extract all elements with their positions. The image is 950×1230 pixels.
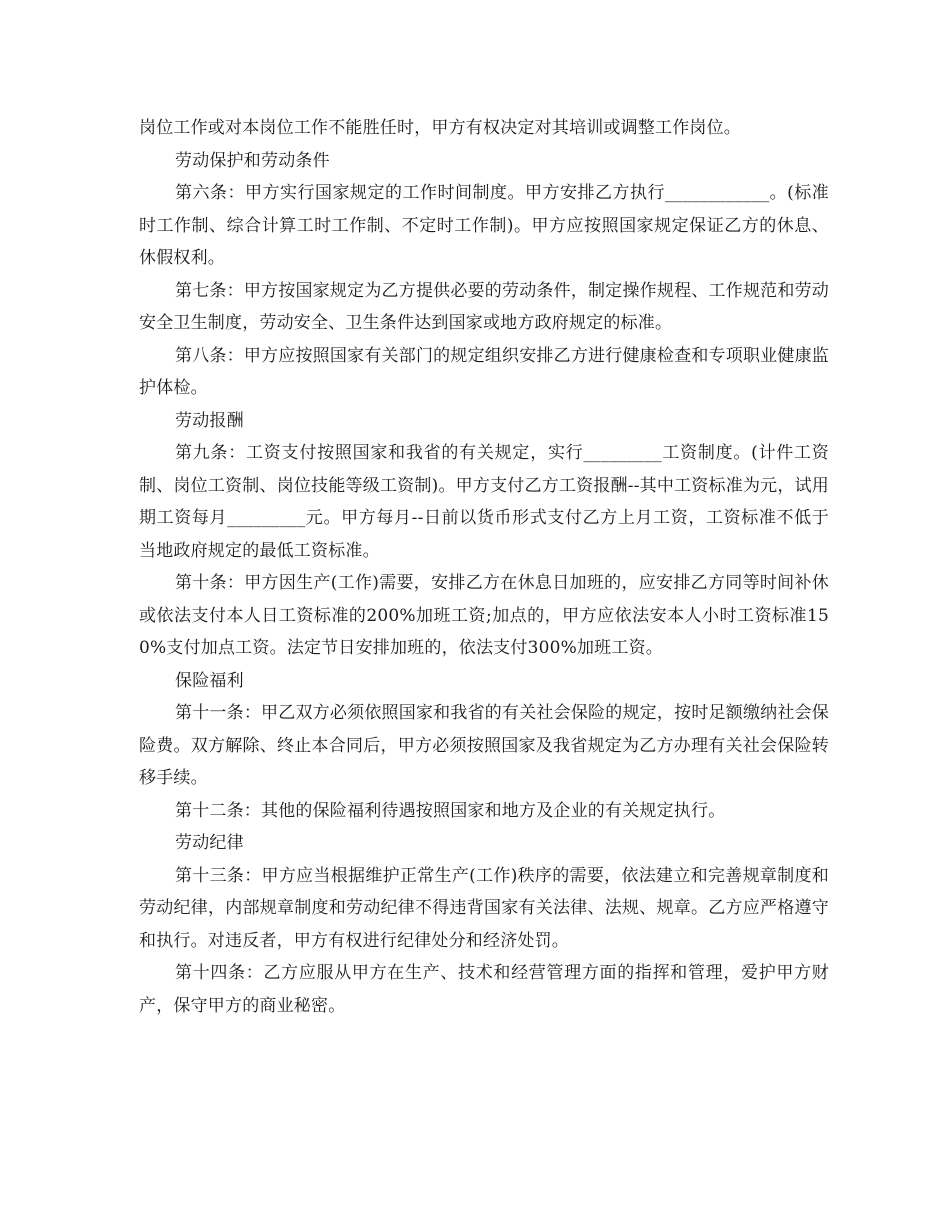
article-7: 第七条：甲方按国家规定为乙方提供必要的劳动条件，制定操作规程、工作规范和劳动安全卫生制度，劳动安全、卫生条件达到国家或地方政府规定的标准。 — [139, 280, 829, 333]
article-13: 第十三条：甲方应当根据维护正常生产(工作)秩序的需要，依法建立和完善规章制度和劳动纪律，内部规章制度和劳动纪律不得违背国家有关法律、法规、规章。乙方应严格遵守和执行。对违反者，甲方有权进行纪律处分和经济处罚。 — [139, 865, 829, 951]
paragraph-continuation: 岗位工作或对本岗位工作不能胜任时，甲方有权决定对其培训或调整工作岗位。 — [139, 118, 741, 138]
section-heading-remuneration: 劳动报酬 — [175, 410, 244, 431]
article-12: 第十二条：其他的保险福利待遇按照国家和地方及企业的有关规定执行。 — [175, 800, 726, 821]
article-10: 第十条：甲方因生产(工作)需要，安排乙方在休息日加班的，应安排乙方同等时间补休或依法支付本人日工资标准的200%加班工资;加点的，甲方应依法安本人小时工资标准150%支付加点工资。法定节日安排加班的，依法支付300%加班工资。 — [139, 573, 829, 658]
document-body — [139, 112, 829, 1022]
article-6: 第六条：甲方实行国家规定的工作时间制度。甲方安排乙方执行____________。(标准时工作制、综合计算工时工作制、不定时工作制)。甲方应按照国家规定保证乙方的休息、休假权利。 — [139, 183, 829, 268]
section-heading-insurance-welfare: 保险福利 — [175, 670, 244, 691]
article-11: 第十一条：甲乙双方必须依照国家和我省的有关社会保险的规定，按时足额缴纳社会保险费。双方解除、终止本合同后，甲方必须按照国家及我省规定为乙方办理有关社会保险转移手续。 — [139, 703, 829, 788]
article-9: 第九条：工资支付按照国家和我省的有关规定，实行_________工资制度。(计件工资制、岗位工资制、岗位技能等级工资制)。甲方支付乙方工资报酬--其中工资标准为元，试用期工资每月_________元。甲方每月--日前以货币形式支付乙方上月工资，工资标准不低于当地政府规定的最低工资标准。 — [139, 443, 829, 561]
section-heading-labor-protection: 劳动保护和劳动条件 — [175, 150, 330, 171]
article-14: 第十四条：乙方应服从甲方在生产、技术和经营管理方面的指挥和管理，爱护甲方财产，保守甲方的商业秘密。 — [139, 963, 829, 1016]
section-heading-labor-discipline: 劳动纪律 — [175, 833, 244, 853]
article-8: 第八条：甲方应按照国家有关部门的规定组织安排乙方进行健康检查和专项职业健康监护体检。 — [139, 345, 829, 398]
